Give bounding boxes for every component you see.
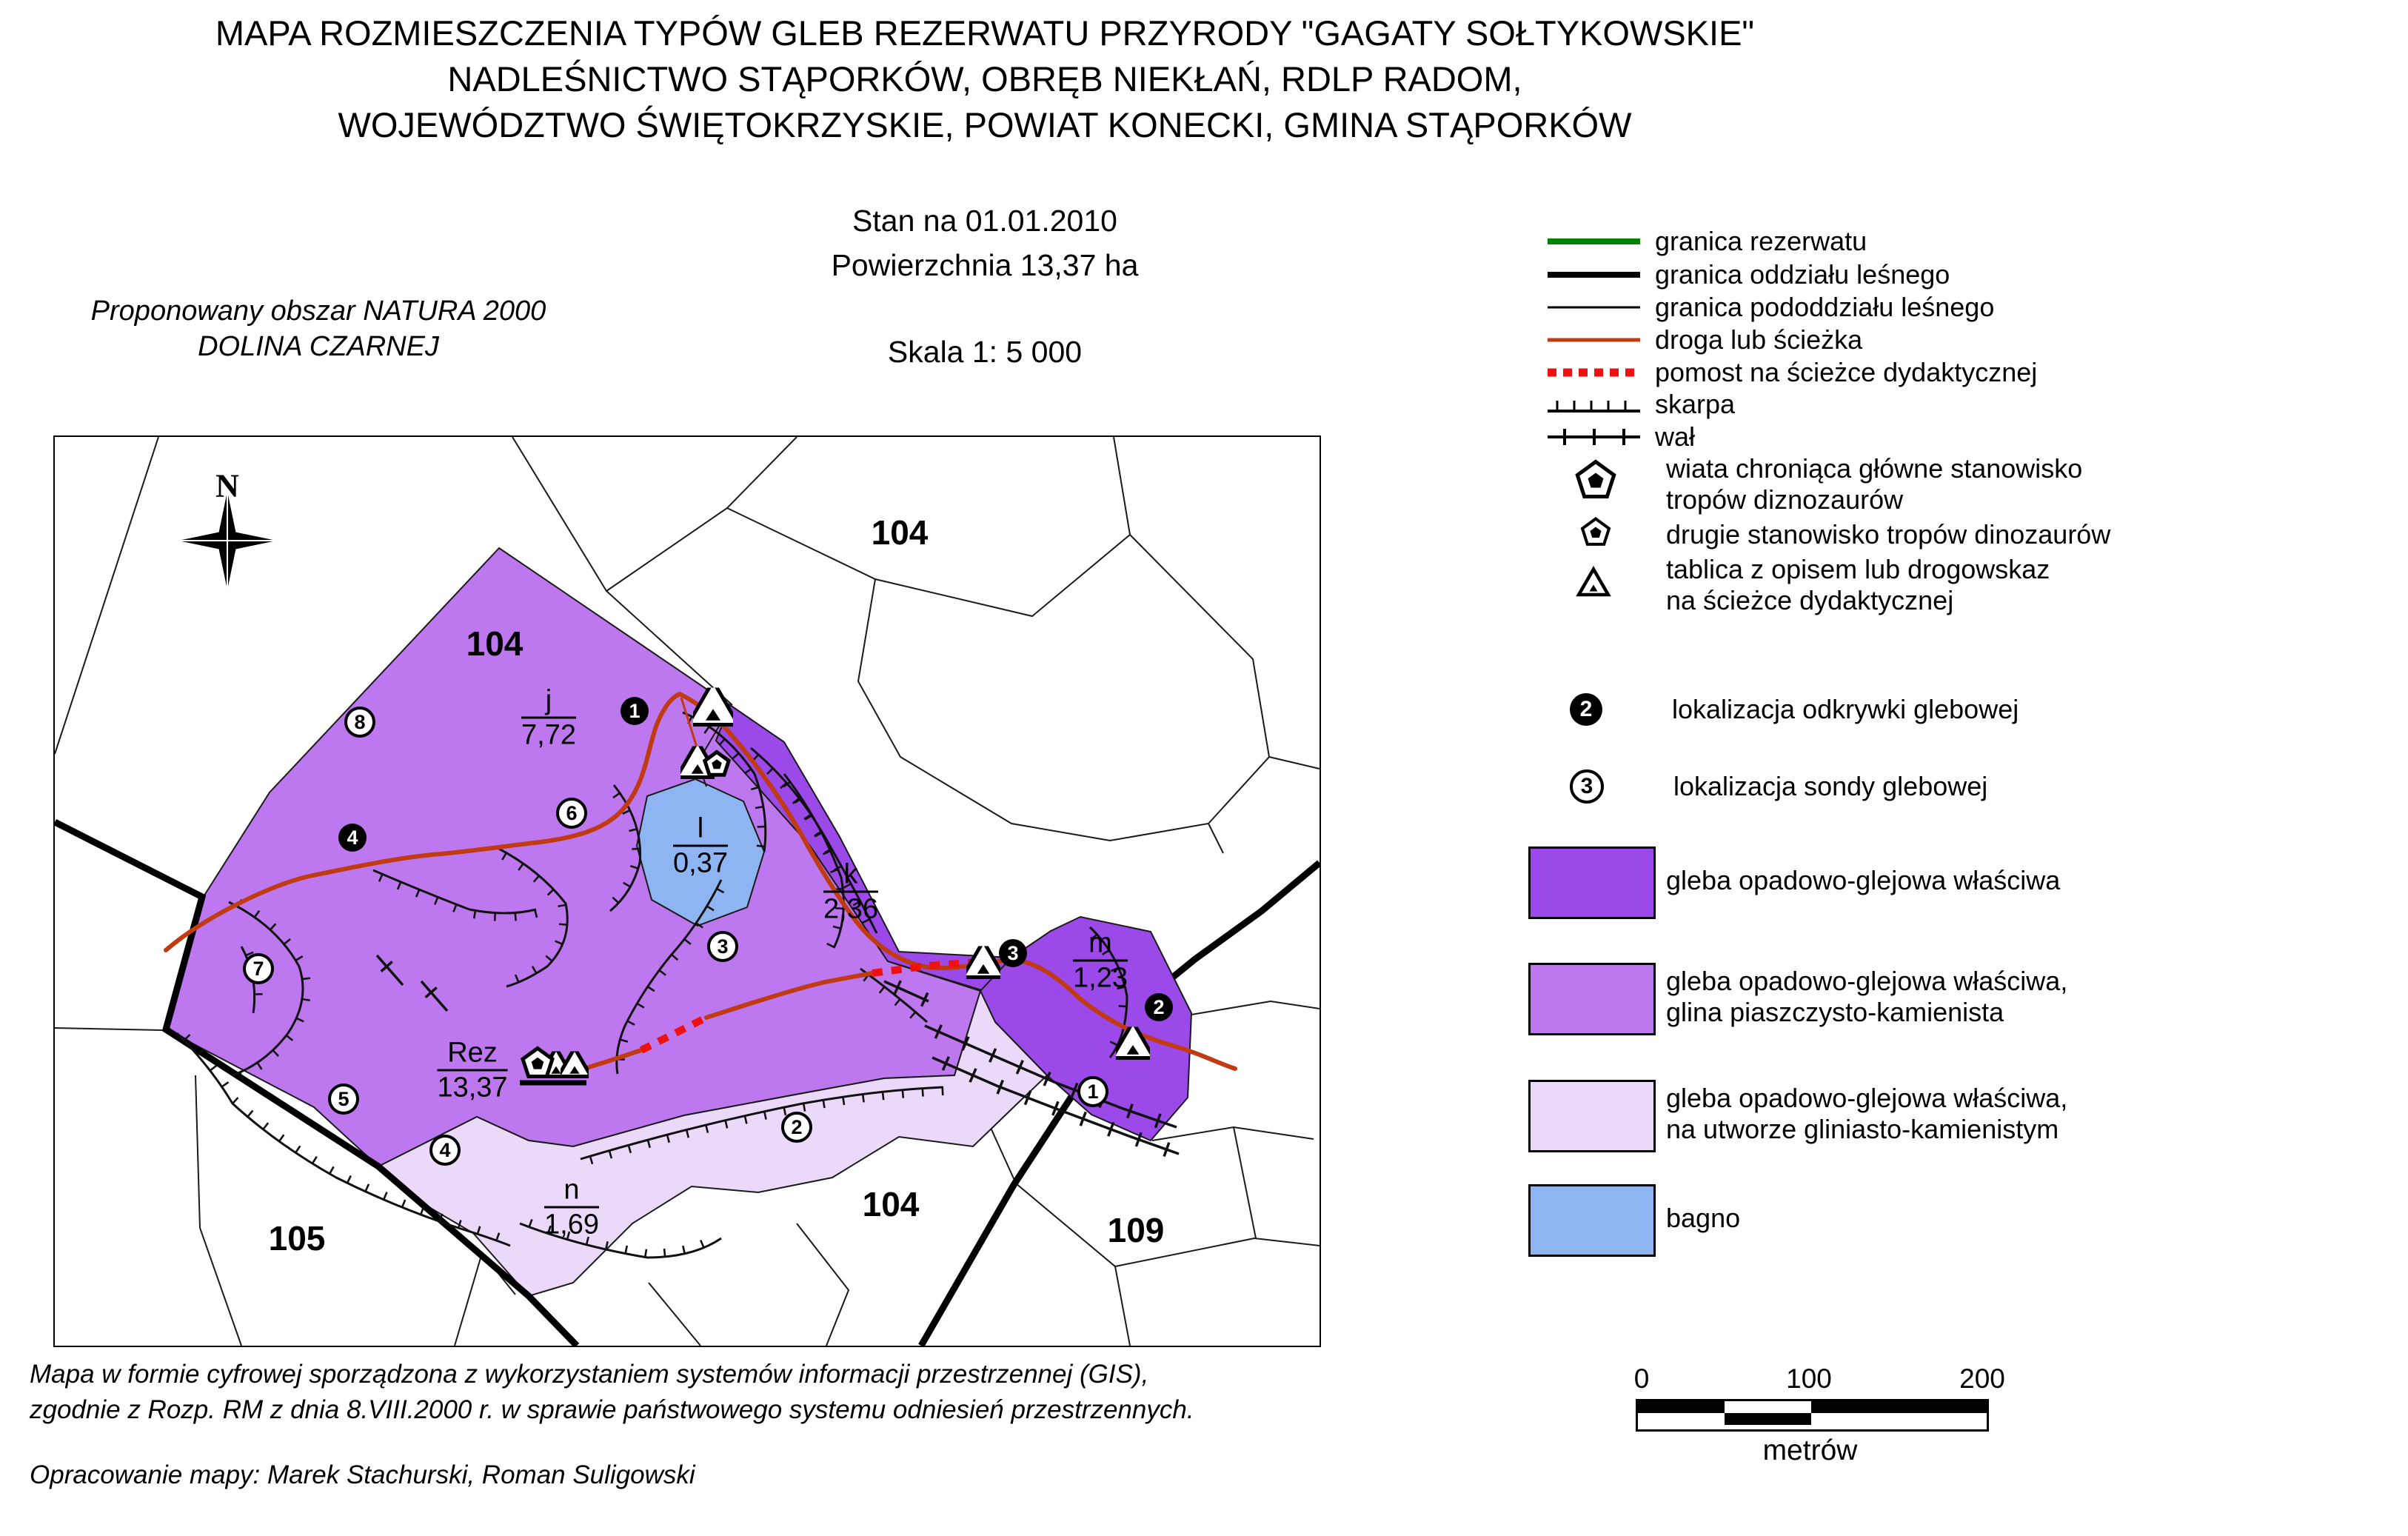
legend-label: tropów diznozaurów bbox=[1666, 484, 1904, 515]
soil-pit-marker: 2 bbox=[1145, 993, 1173, 1021]
scalebar-ticks bbox=[1633, 1363, 2005, 1396]
legend-drugie-label bbox=[1666, 519, 2110, 550]
legend-label: lokalizacja sondy glebowej bbox=[1673, 771, 1988, 801]
scalebar bbox=[1633, 1363, 2005, 1467]
scalebar-tick-0: 0 bbox=[1633, 1363, 1650, 1394]
footer-gis-line-1: Mapa w formie cyfrowej sporządzona z wykorzystaniem systemów informacji przestrzennej (GIS), bbox=[30, 1360, 1149, 1389]
sign-triangle-marker bbox=[561, 1052, 589, 1083]
footer-gis-line-2: zgodnie z Rozp. RM z dnia 8.VIII.2000 r. w sprawie państwowego systemu odniesień przestrzennych. bbox=[30, 1395, 1194, 1424]
compartment-number-label: 105 bbox=[268, 1219, 326, 1258]
soil-probe-marker: 7 bbox=[243, 953, 274, 984]
title-line-2: NADLEŚNICTWO STĄPORKÓW, OBRĘB NIEKŁAŃ, RDLP RADOM, bbox=[447, 59, 1522, 98]
legend-row-sonda bbox=[1570, 767, 1987, 806]
legend-tablica-label bbox=[1666, 554, 2050, 616]
soil-probe-marker: 4 bbox=[429, 1135, 461, 1166]
compartment-number-label: 104 bbox=[871, 513, 929, 552]
subcompartment-area-label: $\frac{j}{7,72}$ bbox=[521, 684, 576, 751]
legend-label: gleba opadowo-glejowa właściwa bbox=[1666, 865, 2061, 895]
soil-probe-marker: 1 bbox=[1077, 1076, 1108, 1107]
scalebar-bar bbox=[1636, 1399, 1989, 1432]
legend-soil3-label bbox=[1666, 1083, 2067, 1145]
soil-pit-marker: 4 bbox=[338, 824, 367, 852]
legend-soil2-label bbox=[1666, 966, 2067, 1028]
legend-label: granica rezerwatu bbox=[1655, 226, 1867, 256]
map-annotations bbox=[55, 437, 1320, 1346]
soil-pit-circle-icon: 2 bbox=[1570, 693, 1602, 726]
title-line-1: MAPA ROZMIESZCZENIA TYPÓW GLEB REZERWATU PRZYRODY "GAGATY SOŁTYKOWSKIE" bbox=[215, 13, 1755, 53]
legend-label: na ścieżce dydaktycznej bbox=[1666, 585, 1954, 615]
escarpment-icon bbox=[1544, 393, 1655, 415]
soil-probe-circle-icon: 3 bbox=[1570, 769, 1604, 804]
legend-label: granica oddziału leśnego bbox=[1655, 259, 1950, 290]
legend-row-droga bbox=[1544, 324, 1862, 356]
shelter-pentagon-large-icon bbox=[1572, 458, 1619, 509]
status-area: Powierzchnia 13,37 ha bbox=[831, 248, 1139, 282]
legend-label: glina piaszczysto-kamienista bbox=[1666, 997, 2004, 1027]
subcompartment-border-icon bbox=[1544, 303, 1655, 312]
compartment-border-icon bbox=[1544, 270, 1655, 279]
soil-probe-marker: 5 bbox=[328, 1083, 359, 1115]
legend-wiata-label bbox=[1666, 453, 2082, 515]
scalebar-tick-200: 200 bbox=[1959, 1363, 2005, 1394]
scalebar-tick-100: 100 bbox=[1786, 1363, 1832, 1394]
sign-triangle-marker bbox=[966, 946, 1000, 984]
legend-label: na utworze gliniasto-kamienistym bbox=[1666, 1114, 2059, 1144]
swatch-bagno bbox=[1528, 1184, 1656, 1257]
embankment-icon bbox=[1544, 426, 1655, 448]
natura-2000-note bbox=[44, 293, 592, 364]
map-scale-text: Skala 1: 5 000 bbox=[887, 335, 1083, 369]
swatch-soil-medium bbox=[1528, 963, 1656, 1035]
legend-label: lokalizacja odkrywki glebowej bbox=[1672, 694, 2019, 724]
subcompartment-area-label: $\frac{l}{0,37}$ bbox=[673, 812, 728, 879]
legend-row-odkrywka bbox=[1570, 690, 2019, 729]
legend-label: pomost na ścieżce dydaktycznej bbox=[1655, 357, 2038, 387]
legend-row-skarpa bbox=[1544, 388, 1735, 421]
legend-label: drugie stanowisko tropów dinozaurów bbox=[1666, 519, 2111, 550]
compass-north-label: N bbox=[215, 467, 239, 504]
soil-pit-marker: 1 bbox=[621, 697, 649, 725]
swatch-soil-pale bbox=[1528, 1080, 1656, 1152]
legend-label: tablica z opisem lub drogowskaz bbox=[1666, 554, 2050, 584]
subcompartment-area-label: $\frac{k}{2,36}$ bbox=[823, 858, 878, 925]
map-canvas bbox=[53, 435, 1321, 1347]
legend-row-granica-oddzialu bbox=[1544, 258, 1950, 291]
soil-probe-marker: 6 bbox=[556, 798, 587, 829]
second-site-pentagon-marker bbox=[700, 749, 733, 785]
legend-label: granica pododdziału leśnego bbox=[1655, 292, 1995, 322]
compartment-number-label: 104 bbox=[466, 624, 524, 663]
legend-label: gleba opadowo-glejowa właściwa, bbox=[1666, 966, 2068, 996]
shelter-pentagon-marker bbox=[518, 1045, 557, 1087]
legend-row-granica-pododdzialu bbox=[1544, 291, 1994, 324]
legend-row-pomost bbox=[1544, 356, 2037, 389]
subcompartment-area-label: $\frac{m}{1,23}$ bbox=[1073, 927, 1128, 994]
soil-pit-marker: 3 bbox=[999, 939, 1027, 967]
subcompartment-area-label: $\frac{n}{1,69}$ bbox=[544, 1174, 599, 1241]
legend-label: droga lub ścieżka bbox=[1655, 324, 1863, 355]
sign-triangle-marker bbox=[1116, 1027, 1150, 1065]
page-title bbox=[0, 10, 1970, 148]
footer-credits: Opracowanie mapy: Marek Stachurski, Roman Suligowski bbox=[30, 1460, 695, 1489]
legend-row-granica-rezerwatu bbox=[1544, 225, 1867, 258]
legend-label: wał bbox=[1655, 421, 1696, 452]
soil-probe-marker: 3 bbox=[707, 931, 738, 962]
legend-label: skarpa bbox=[1655, 389, 1736, 419]
soil-probe-marker: 8 bbox=[344, 707, 375, 738]
road-icon bbox=[1544, 335, 1655, 344]
legend-bagno-label bbox=[1666, 1203, 1740, 1234]
legend-row-wal bbox=[1544, 421, 1695, 453]
scalebar-unit: metrów bbox=[1762, 1435, 1858, 1466]
legend-label: gleba opadowo-glejowa właściwa, bbox=[1666, 1083, 2068, 1113]
natura-line-2: DOLINA CZARNEJ bbox=[198, 331, 439, 362]
swatch-soil-dark bbox=[1528, 847, 1656, 919]
second-site-pentagon-small-icon bbox=[1578, 515, 1613, 555]
reserve-border-icon bbox=[1544, 237, 1655, 246]
legend-soil1-label bbox=[1666, 865, 2060, 896]
legend-label: wiata chroniąca główne stanowisko bbox=[1666, 453, 2083, 484]
subcompartment-area-label: Rez 13,37 bbox=[437, 1037, 508, 1103]
legend-label: bagno bbox=[1666, 1203, 1741, 1233]
compartment-number-label: 109 bbox=[1107, 1211, 1165, 1249]
sign-triangle-marker bbox=[693, 688, 733, 732]
status-date: Stan na 01.01.2010 bbox=[852, 204, 1117, 238]
title-line-3: WOJEWÓDZTWO ŚWIĘTOKRZYSKIE, POWIAT KONECKI, GMINA STĄPORKÓW bbox=[338, 105, 1632, 144]
sign-triangle-icon bbox=[1573, 565, 1613, 606]
boardwalk-icon bbox=[1544, 367, 1655, 378]
compartment-number-label: 104 bbox=[862, 1185, 920, 1223]
footer-gis-note bbox=[30, 1357, 1194, 1428]
natura-line-1: Proponowany obszar NATURA 2000 bbox=[90, 295, 546, 327]
soil-probe-marker: 2 bbox=[781, 1112, 812, 1143]
